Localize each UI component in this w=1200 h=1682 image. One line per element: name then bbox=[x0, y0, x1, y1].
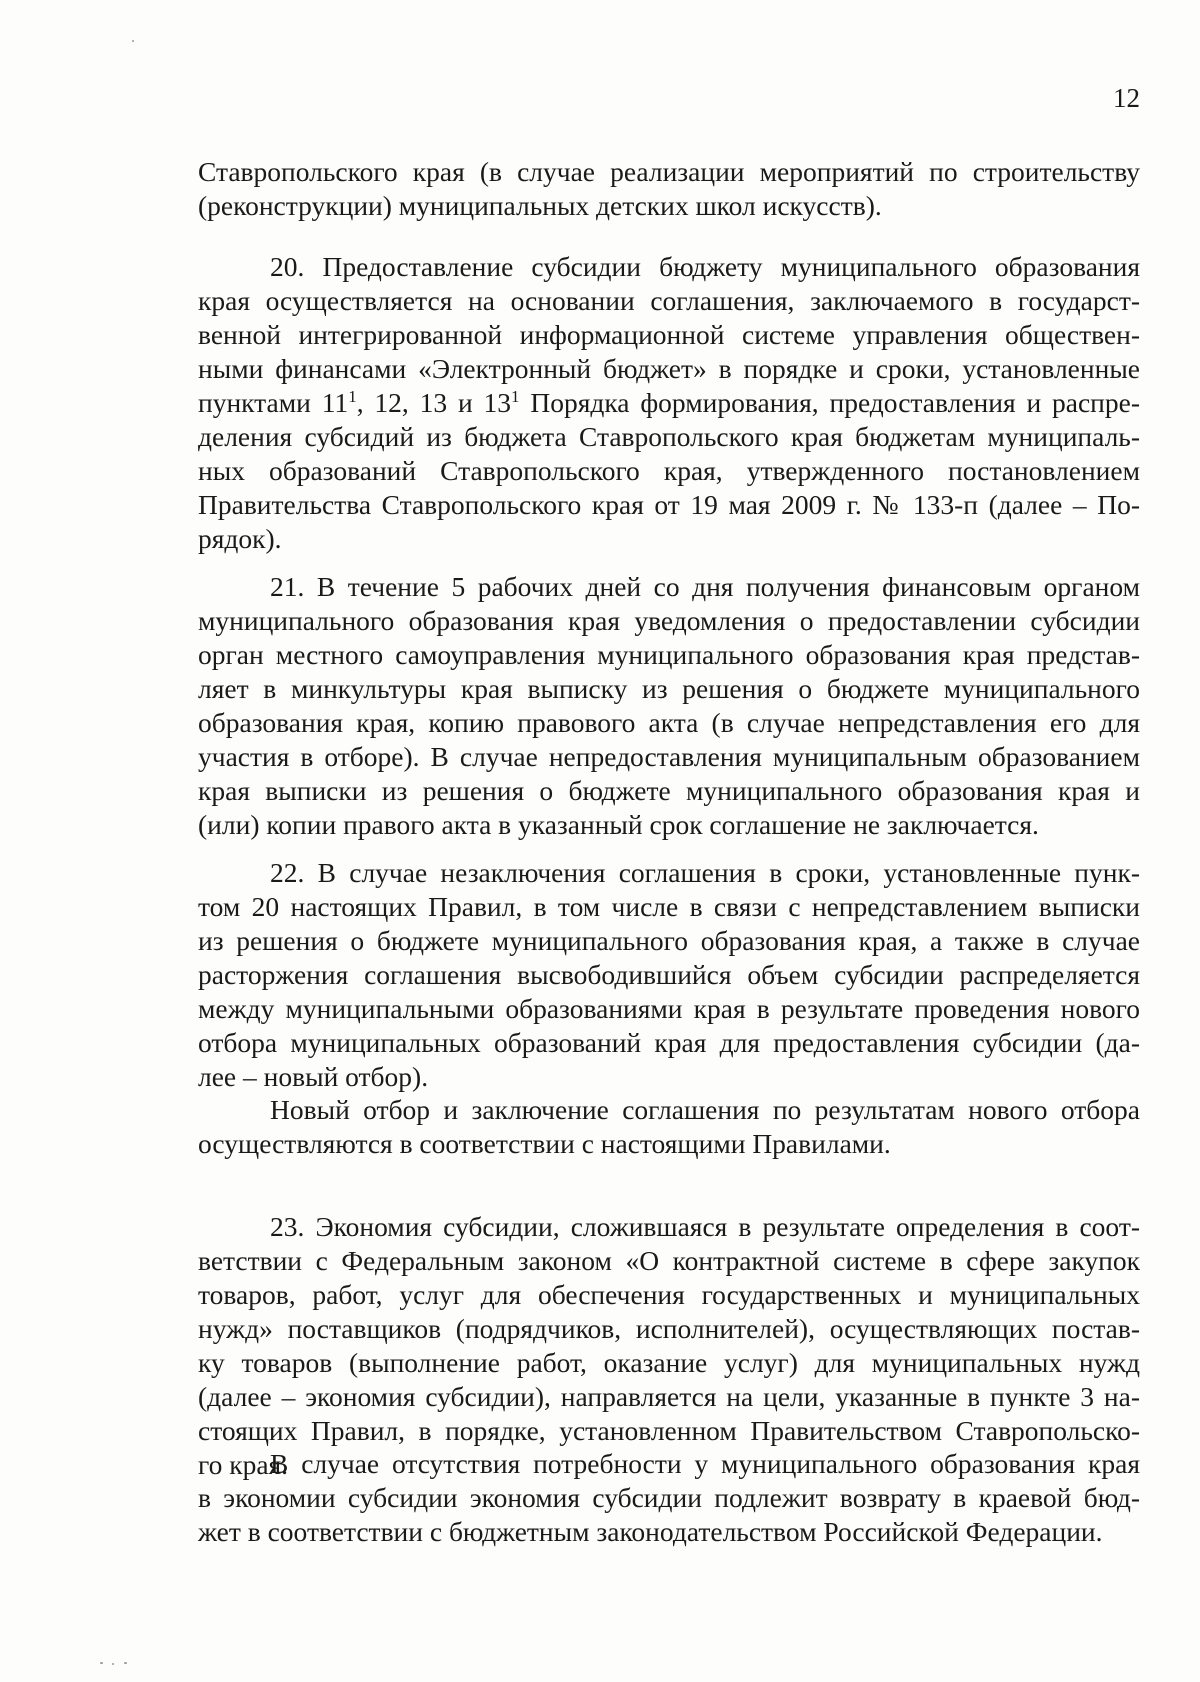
text-line: деления субсидий из бюджета Ставропольского края бюджетам муниципаль- bbox=[198, 421, 1140, 452]
text-line: Ставропольского края (в случае реализации мероприятий по строительству bbox=[198, 156, 1140, 187]
text-line: между муниципальными образованиями края в результате проведения нового bbox=[198, 993, 1140, 1024]
text-line: том 20 настоящих Правил, в том числе в связи с непредставлением выписки bbox=[198, 891, 1140, 922]
text-line: образования края, копию правового акта (в случае непредставления его для bbox=[198, 707, 1140, 738]
paragraph-23-continued bbox=[198, 1447, 1140, 1549]
scan-speck bbox=[124, 1662, 127, 1664]
text-line: из решения о бюджете муниципального образования края, а также в случае bbox=[198, 925, 1140, 956]
text-line: в экономии субсидии экономия субсидии подлежит возврату в краевой бюд- bbox=[198, 1482, 1140, 1513]
text-line: В случае отсутствия потребности у муниципального образования края bbox=[270, 1448, 1140, 1479]
text-line: ку товаров (выполнение работ, оказание услуг) для муниципальных нужд bbox=[198, 1347, 1140, 1378]
text-line: орган местного самоуправления муниципального образования края представ- bbox=[198, 639, 1140, 670]
text-line: края выписки из решения о бюджете муниципального образования края и bbox=[198, 775, 1140, 806]
scan-speck bbox=[100, 1662, 103, 1664]
text-line: венной интегрированной информационной системе управления обществен- bbox=[198, 319, 1140, 350]
text-line: ляет в минкультуры края выписку из решения о бюджете муниципального bbox=[198, 673, 1140, 704]
text-line: (или) копии правого акта в указанный срок соглашение не заключается. bbox=[198, 809, 1039, 840]
text-line: Новый отбор и заключение соглашения по результатам нового отбора bbox=[270, 1094, 1140, 1125]
paragraph-22-continued bbox=[198, 1093, 1140, 1161]
paragraph-22 bbox=[198, 856, 1140, 1094]
text-line: ных образований Ставропольского края, утвержденного постановлением bbox=[198, 455, 1140, 486]
text-line: 21. В течение 5 рабочих дней со дня получения финансовым органом bbox=[270, 571, 1140, 602]
text-line: ветствии с Федеральным законом «О контрактной системе в сфере закупок bbox=[198, 1245, 1140, 1276]
text-line: ными финансами «Электронный бюджет» в порядке и сроки, установленные bbox=[198, 353, 1140, 384]
text-line: участия в отборе). В случае непредоставления муниципальным образованием bbox=[198, 741, 1140, 772]
text-line: рядок). bbox=[198, 523, 282, 554]
paragraph-continuation bbox=[198, 155, 1140, 223]
text-line: нужд» поставщиков (подрядчиков, исполнителей), осуществляющих постав- bbox=[198, 1313, 1140, 1344]
scan-speck bbox=[112, 1663, 114, 1665]
text-line: расторжения соглашения высвободившийся объем субсидии распределяется bbox=[198, 959, 1140, 990]
text-line: осуществляются в соответствии с настоящими Правилами. bbox=[198, 1128, 891, 1159]
text-line: 23. Экономия субсидии, сложившаяся в результате определения в соот- bbox=[270, 1211, 1140, 1242]
text-line: го края. bbox=[198, 1449, 289, 1480]
text-line: 22. В случае незаключения соглашения в сроки, установленные пунк- bbox=[270, 857, 1140, 888]
text-line: пунктами $11^1$, 12, 13 и $13^1$ Порядка формирования, предоставления и распре- bbox=[198, 386, 1141, 418]
text-line: (далее – экономия субсидии), направляется на цели, указанные в пункте 3 на- bbox=[198, 1381, 1140, 1412]
paragraph-21 bbox=[198, 570, 1140, 842]
paragraph-20 bbox=[198, 250, 1140, 556]
scan-speck bbox=[132, 40, 134, 42]
text-line: жет в соответствии с бюджетным законодательством Российской Федерации. bbox=[198, 1516, 1103, 1547]
paragraph-23 bbox=[198, 1210, 1140, 1482]
text-line: края осуществляется на основании соглашения, заключаемого в государст- bbox=[198, 285, 1140, 316]
text-line: 20. Предоставление субсидии бюджету муниципального образования bbox=[270, 251, 1140, 282]
text-line: отбора муниципальных образований края для предоставления субсидии (да- bbox=[198, 1027, 1140, 1058]
text-line: лее – новый отбор). bbox=[198, 1061, 429, 1092]
text-line: товаров, работ, услуг для обеспечения государственных и муниципальных bbox=[198, 1279, 1140, 1310]
text-line: (реконструкции) муниципальных детских школ искусств). bbox=[198, 190, 882, 221]
text-line: стоящих Правил, в порядке, установленном Правительством Ставропольско- bbox=[198, 1415, 1140, 1446]
text-line: муниципального образования края уведомления о предоставлении субсидии bbox=[198, 605, 1140, 636]
page-number: 12 bbox=[1113, 83, 1140, 113]
text-line: Правительства Ставропольского края от 19 мая 2009 г. № 133-п (далее – По- bbox=[198, 489, 1140, 520]
